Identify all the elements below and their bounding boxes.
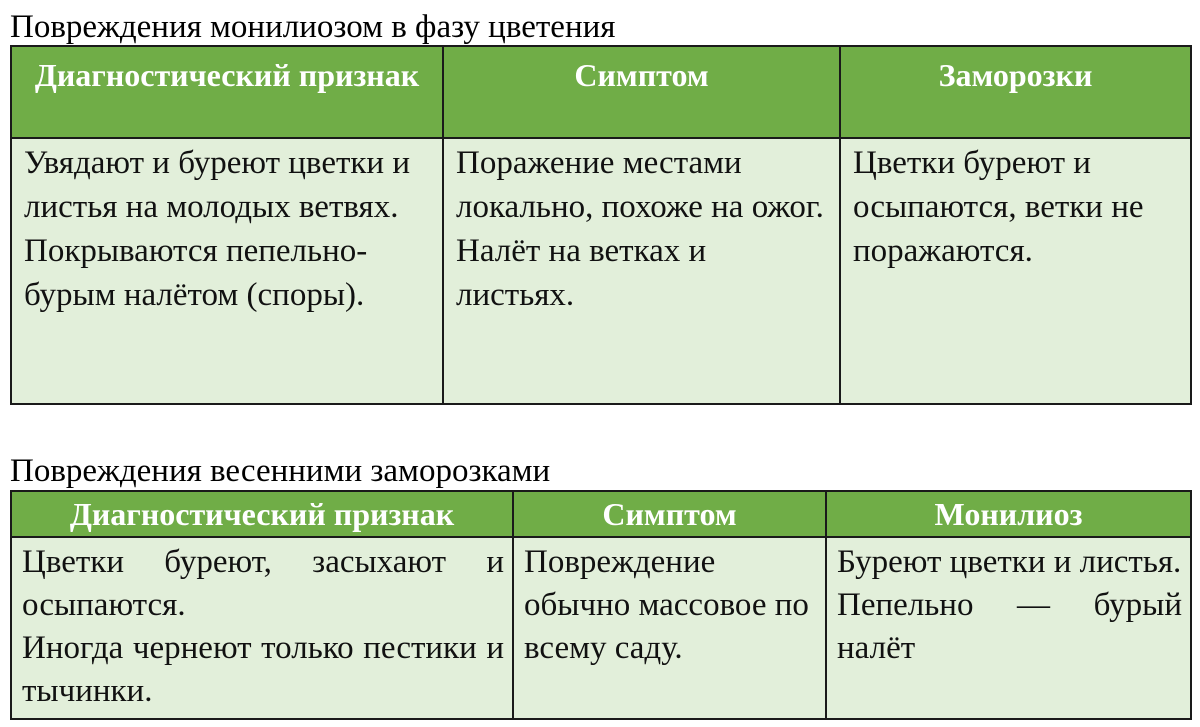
header-symptom: Симптом [443, 46, 840, 138]
cell-monilioz-paragraph: Пепельно — бурый налёт [837, 587, 1182, 666]
cell-diagnostic-paragraph: Увядают и буреют цветки и листья на молодых ветвях. [24, 145, 410, 225]
cell-diagnostic-paragraph: Иногда чернеют только пестики и тычинки. [22, 630, 504, 709]
table-spring-frost [10, 490, 1192, 720]
table-row [11, 537, 1191, 719]
cell-diagnostic [11, 537, 513, 719]
cell-symptom [513, 537, 826, 719]
cell-diagnostic [11, 138, 443, 404]
table-header-row [11, 46, 1191, 138]
header-diagnostic-sign: Диагностический признак [11, 46, 443, 138]
table-row [11, 138, 1191, 404]
header-monilioz: Монилиоз [826, 491, 1191, 537]
cell-symptom-text: Поражение местами локально, похоже на ожог. Налёт на ветках и листьях. [456, 145, 824, 313]
cell-frost-text: Цветки буреют и осыпаются, ветки не поражаются. [853, 145, 1144, 269]
header-symptom: Симптом [513, 491, 826, 537]
table-monilioz-flowering [10, 45, 1192, 405]
cell-symptom [443, 138, 840, 404]
cell-diagnostic-paragraph: Покрываются пепельно-бурым налётом (споры). [24, 233, 368, 313]
cell-symptom-text: Повреждение обычно массовое по всему саду. [524, 544, 809, 666]
table-header-row [11, 491, 1191, 537]
header-frost: Заморозки [840, 46, 1191, 138]
cell-diagnostic-paragraph: Цветки буреют, засыхают и осыпаются. [22, 544, 504, 623]
cell-monilioz [826, 537, 1191, 719]
cell-frost [840, 138, 1191, 404]
cell-monilioz-paragraph: Буреют цветки и листья. [837, 544, 1182, 580]
header-diagnostic-sign: Диагностический признак [11, 491, 513, 537]
section-title-monilioz: Повреждения монилиозом в фазу цветения [10, 9, 616, 45]
section-title-frost: Повреждения весенними заморозками [10, 453, 551, 489]
